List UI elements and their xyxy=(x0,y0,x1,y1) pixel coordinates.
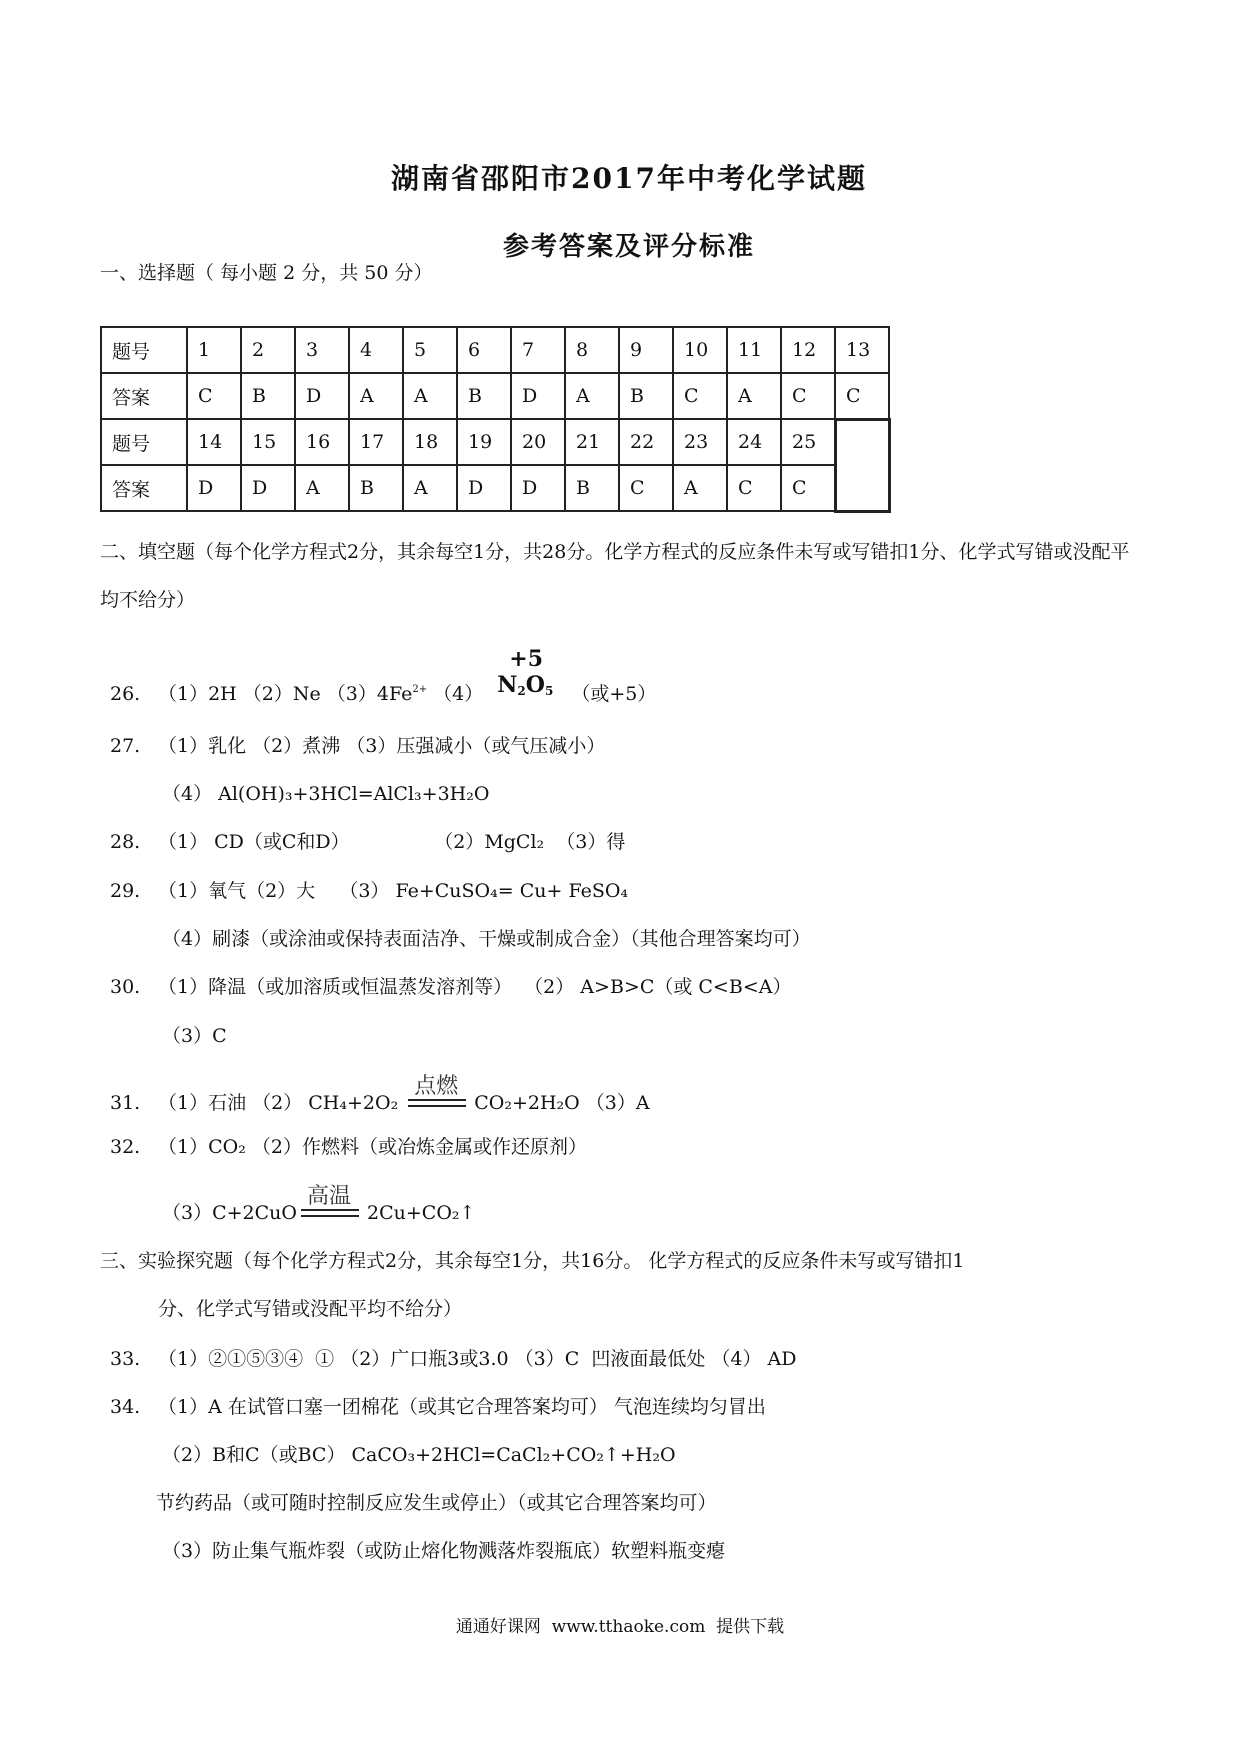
answer-text: CO₂+2H₂O （3）A xyxy=(474,1092,650,1114)
answer-text: （1）降温（或加溶质或恒温蒸发溶剂等） （2） A>B>C（或 C<B<A） xyxy=(158,976,792,998)
answer-33 xyxy=(110,1344,796,1371)
double-line xyxy=(408,1099,466,1107)
answer-26 xyxy=(110,646,657,706)
table-cell: 17 xyxy=(349,419,403,465)
table-cell: C xyxy=(619,465,673,511)
section-2-heading: 二、填空题（每个化学方程式2分，其余每空1分，共28分。化学方程式的反应条件未写或写错扣1分、化学式写错或没配平均不给分） xyxy=(100,541,1130,611)
table-cell: 22 xyxy=(619,419,673,465)
answer-30-line2: （3）C xyxy=(162,1025,227,1047)
table-cell: 10 xyxy=(673,327,727,373)
table-cell: 12 xyxy=(781,327,835,373)
answer-text: （1）CO₂ （2）作燃料（或冶炼金属或作还原剂） xyxy=(158,1136,587,1158)
section-3-heading-cont: 分、化学式写错或没配平均不给分） xyxy=(158,1298,463,1320)
answer-27 xyxy=(110,731,605,758)
answer-34-line2: （2）B和C（或BC） CaCO₃+2HCl=CaCl₂+CO₂↑+H₂O xyxy=(162,1444,676,1466)
table-row-answers-1 xyxy=(101,373,889,419)
table-cell: 4 xyxy=(349,327,403,373)
reaction-condition: 高温 xyxy=(307,1184,352,1209)
table-cell: D xyxy=(511,465,565,511)
table-cell: 3 xyxy=(295,327,349,373)
table-cell: C xyxy=(187,373,241,419)
row-label: 答案 xyxy=(101,465,187,511)
footer-source: 通通好课网 www.tthaoke.com 提供下载 xyxy=(455,1617,785,1637)
answer-text: （4） xyxy=(433,683,484,705)
formula-n2o5: $N_2O_5$ xyxy=(497,672,554,698)
question-number: 33. xyxy=(110,1348,141,1370)
answer-text: （1） CD（或C和D） （2）MgCl₂ （3）得 xyxy=(158,831,626,853)
table-cell: C xyxy=(673,373,727,419)
row-label: 题号 xyxy=(101,327,187,373)
table-cell: 25 xyxy=(781,419,835,465)
question-number: 28. xyxy=(110,831,141,853)
table-row-answers-2 xyxy=(101,465,889,511)
table-cell: B xyxy=(241,373,295,419)
table-cell: B xyxy=(349,465,403,511)
reaction-arrow xyxy=(301,1184,363,1225)
table-cell: A xyxy=(727,373,781,419)
answer-32 xyxy=(110,1132,587,1159)
charge-superscript: 2+ xyxy=(412,684,428,695)
table-cell: 5 xyxy=(403,327,457,373)
row-label: 答案 xyxy=(101,373,187,419)
table-cell: 20 xyxy=(511,419,565,465)
table-cell: 14 xyxy=(187,419,241,465)
answer-text: （1）2H （2）Ne （3）4Fe xyxy=(158,683,413,705)
question-number: 29. xyxy=(110,880,141,902)
double-line xyxy=(301,1209,359,1217)
question-number: 34. xyxy=(110,1396,141,1418)
answer-34 xyxy=(110,1392,766,1419)
table-cell: C xyxy=(781,465,835,511)
table-cell: A xyxy=(565,373,619,419)
table-cell: D xyxy=(295,373,349,419)
table-cell: 1 xyxy=(187,327,241,373)
table-cell: 13 xyxy=(835,327,889,373)
answer-text: （或+5） xyxy=(571,683,657,705)
table-row-questions-2 xyxy=(101,419,889,465)
table-cell: B xyxy=(565,465,619,511)
table-cell: 18 xyxy=(403,419,457,465)
answer-text: （1）石油 （2） CH₄+2O₂ xyxy=(158,1092,399,1114)
question-number: 26. xyxy=(110,683,141,705)
table-cell: A xyxy=(403,373,457,419)
answer-text: （1）氧气（2）大 （3） Fe+CuSO₄= Cu+ FeSO₄ xyxy=(158,880,629,902)
row-label: 题号 xyxy=(101,419,187,465)
table-cell: 19 xyxy=(457,419,511,465)
table-cell: 8 xyxy=(565,327,619,373)
answer-34-line4: （3）防止集气瓶炸裂（或防止熔化物溅落炸裂瓶底）软塑料瓶变瘪 xyxy=(162,1540,726,1562)
valence-value: +5 xyxy=(509,646,544,672)
table-cell: A xyxy=(403,465,457,511)
empty-cell xyxy=(835,419,889,511)
answer-table xyxy=(100,326,891,513)
table-cell: 9 xyxy=(619,327,673,373)
table-cell: A xyxy=(673,465,727,511)
answer-text: （1）A 在试管口塞一团棉花（或其它合理答案均可） 气泡连续均匀冒出 xyxy=(158,1396,766,1418)
table-cell: 23 xyxy=(673,419,727,465)
table-cell: A xyxy=(349,373,403,419)
table-cell: 24 xyxy=(727,419,781,465)
table-cell: C xyxy=(835,373,889,419)
table-cell: 7 xyxy=(511,327,565,373)
table-cell: B xyxy=(619,373,673,419)
table-cell: 6 xyxy=(457,327,511,373)
table-cell: 11 xyxy=(727,327,781,373)
table-cell: B xyxy=(457,373,511,419)
table-cell: C xyxy=(781,373,835,419)
table-cell: 2 xyxy=(241,327,295,373)
table-cell: A xyxy=(295,465,349,511)
section-3-heading: 三、实验探究题（每个化学方程式2分，其余每空1分，共16分。 化学方程式的反应条件未写或写错扣1 xyxy=(100,1250,965,1272)
answer-30 xyxy=(110,972,791,999)
table-cell: D xyxy=(241,465,295,511)
answer-31 xyxy=(110,1074,650,1115)
answer-32-line2 xyxy=(162,1184,476,1225)
answer-29 xyxy=(110,876,628,903)
table-cell: D xyxy=(511,373,565,419)
answer-29-line2: （4）刷漆（或涂油或保持表面洁净、干燥或制成合金）（其他合理答案均可） xyxy=(162,928,811,950)
answer-text: （1）乳化 （2）煮沸 （3）压强减小（或气压减小） xyxy=(158,735,606,757)
page-subtitle: 参考答案及评分标准 xyxy=(502,232,755,262)
answer-text: （3）C+2CuO xyxy=(162,1202,297,1224)
reaction-arrow xyxy=(408,1074,470,1115)
answer-text: 2Cu+CO₂↑ xyxy=(367,1202,476,1224)
answer-28 xyxy=(110,827,625,854)
answer-text: （1）②①⑤③④ ① （2）广口瓶3或3.0 （3）C 凹液面最低处 （4） AD xyxy=(158,1348,797,1370)
valence-formula xyxy=(497,646,557,706)
table-cell: C xyxy=(727,465,781,511)
table-cell: 21 xyxy=(565,419,619,465)
section-1-heading: 一、选择题（ 每小题 2 分，共 50 分） xyxy=(100,262,433,284)
question-number: 32. xyxy=(110,1136,141,1158)
table-cell: D xyxy=(187,465,241,511)
table-cell: D xyxy=(457,465,511,511)
question-number: 30. xyxy=(110,976,141,998)
question-number: 31. xyxy=(110,1092,141,1114)
table-cell: 15 xyxy=(241,419,295,465)
reaction-condition: 点燃 xyxy=(414,1074,459,1099)
answer-27-line2: （4） Al(OH)₃+3HCl=AlCl₃+3H₂O xyxy=(162,783,490,805)
table-cell: 16 xyxy=(295,419,349,465)
answer-34-line3: 节约药品（或可随时控制反应发生或停止）（或其它合理答案均可） xyxy=(156,1492,717,1514)
question-number: 27. xyxy=(110,735,141,757)
table-row-questions-1 xyxy=(101,327,889,373)
page-title: 湖南省邵阳市2017年中考化学试题 xyxy=(391,162,867,195)
